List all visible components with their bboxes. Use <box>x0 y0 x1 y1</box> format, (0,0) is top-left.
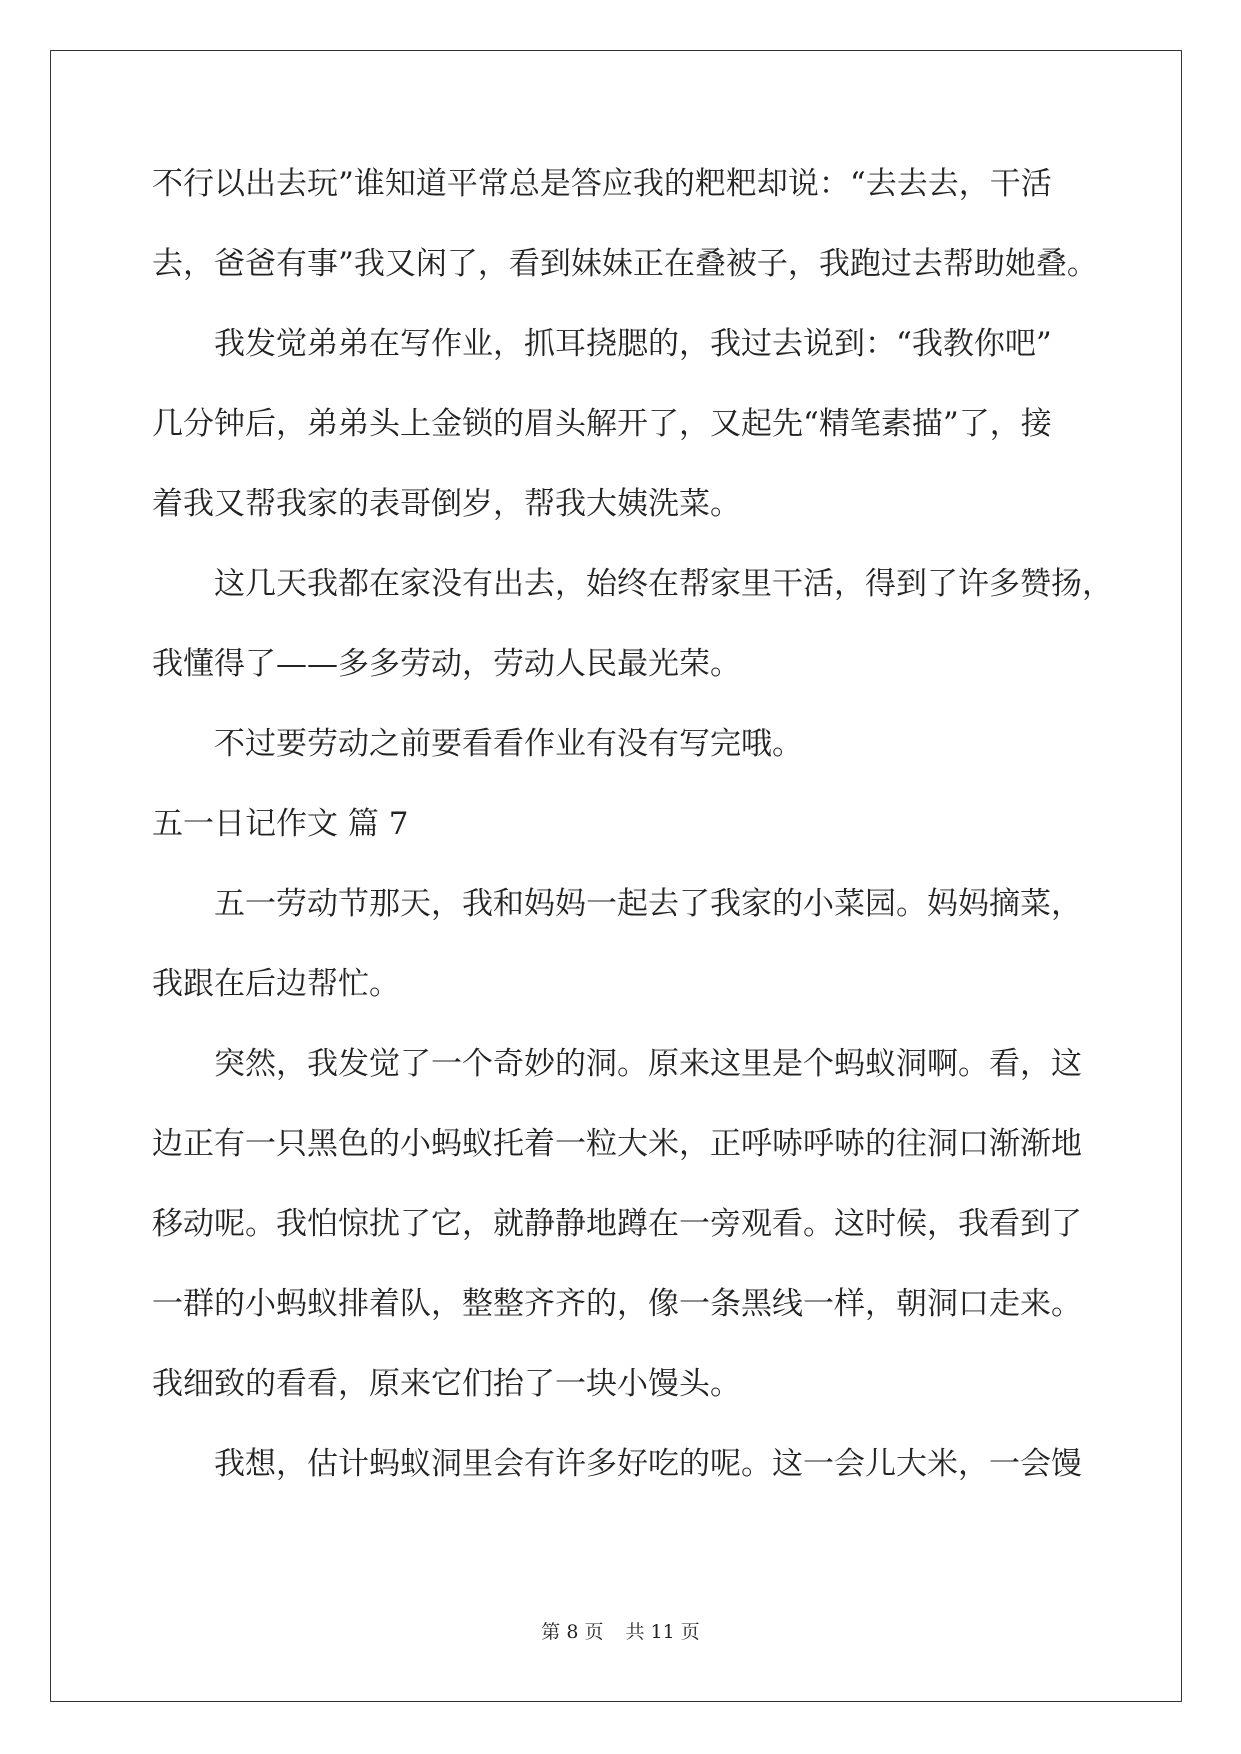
text-line-3: 我发觉弟弟在写作业，抓耳挠腮的，我过去说到：“我教你吧” <box>214 326 1052 362</box>
page-total: 共 11 页 <box>625 1621 700 1643</box>
text-line-7: 我懂得了——多多劳动，劳动人民最光荣。 <box>152 646 741 682</box>
text-line-8: 不过要劳动之前要看看作业有没有写完哦。 <box>214 726 803 762</box>
document-body <box>152 160 1113 1520</box>
text-line-10: 五一劳动节那天，我和妈妈一起去了我家的小菜园。妈妈摘菜， <box>214 886 1082 922</box>
text-line-2: 去，爸爸有事”我又闲了，看到妹妹正在叠被子，我跑过去帮助她叠。 <box>152 246 1098 282</box>
page-number: 第 8 页 <box>541 1621 604 1643</box>
text-line-1: 不行以出去玩”谁知道平常总是答应我的粑粑却说：“去去去，干活 <box>152 166 1052 202</box>
text-line-14: 移动呢。我怕惊扰了它，就静静地蹲在一旁观看。这时候，我看到了 <box>152 1206 1082 1242</box>
text-line-17: 我想，估计蚂蚁洞里会有许多好吃的呢。这一会儿大米，一会馒 <box>214 1446 1082 1482</box>
page-footer <box>0 1617 1241 1644</box>
text-line-5: 着我又帮我家的表哥倒岁，帮我大姨洗菜。 <box>152 486 741 522</box>
text-line-11: 我跟在后边帮忙。 <box>152 966 400 1002</box>
text-line-15: 一群的小蚂蚁排着队，整整齐齐的，像一条黑线一样，朝洞口走来。 <box>152 1286 1082 1322</box>
text-line-16: 我细致的看看，原来它们抬了一块小馒头。 <box>152 1366 741 1402</box>
text-line-13: 边正有一只黑色的小蚂蚁托着一粒大米，正呼哧呼哧的往洞口渐渐地 <box>152 1126 1082 1162</box>
text-line-12: 突然，我发觉了一个奇妙的洞。原来这里是个蚂蚁洞啊。看，这 <box>214 1046 1082 1082</box>
text-line-4: 几分钟后，弟弟头上金锁的眉头解开了，又起先“精笔素描”了，接 <box>152 406 1052 442</box>
section-heading: 五一日记作文 篇 7 <box>152 806 409 842</box>
text-line-6: 这几天我都在家没有出去，始终在帮家里干活，得到了许多赞扬， <box>214 566 1113 602</box>
